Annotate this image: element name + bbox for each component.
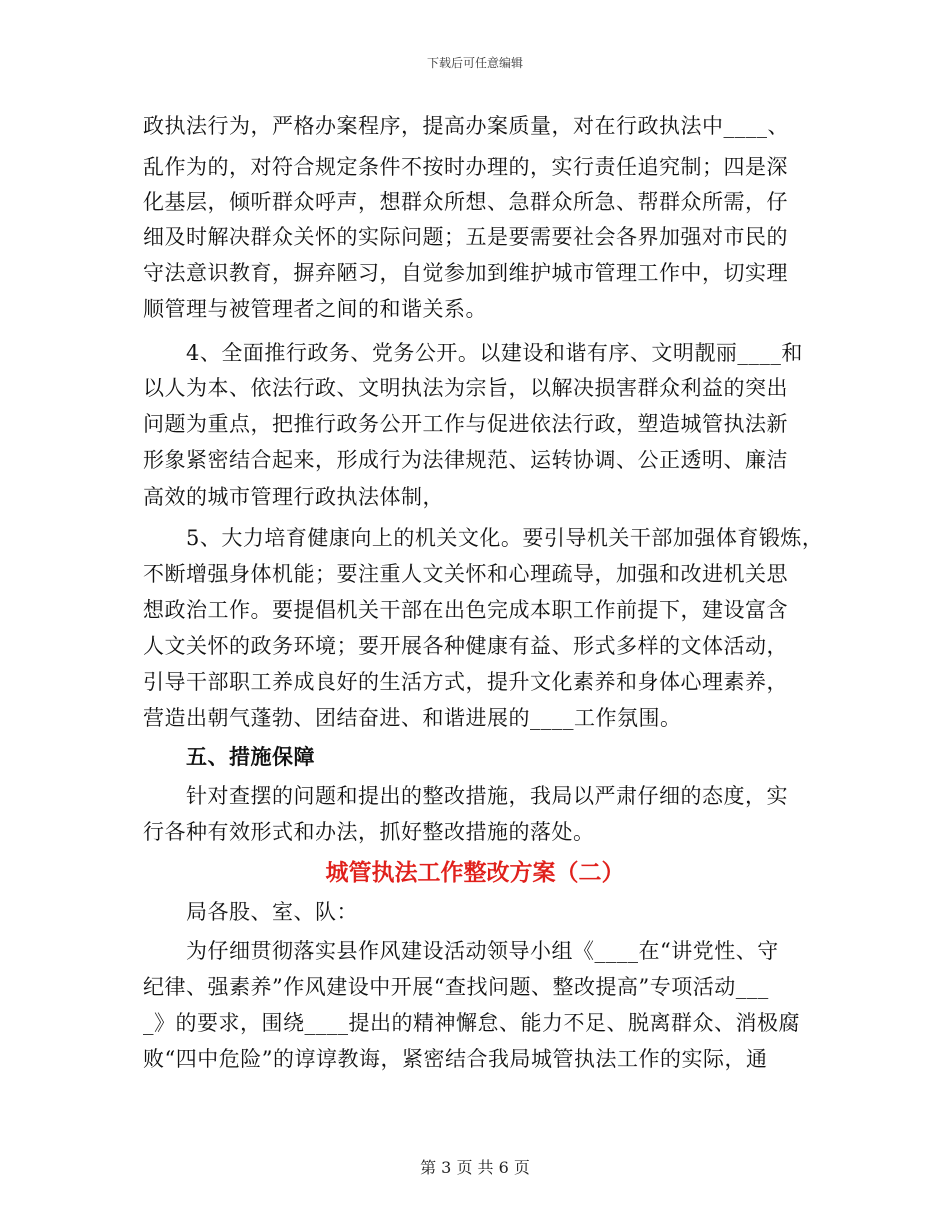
paragraph-line: 引导干部职工养成良好的生活方式，提升文化素养和身体心理素养， bbox=[143, 670, 788, 694]
paragraph-line: 针对查摆的问题和提出的整改措施，我局以严肃仔细的态度，实 bbox=[186, 784, 788, 808]
section-heading: 五、措施保障 bbox=[186, 745, 315, 769]
paragraph-line: 行各种有效形式和办法，抓好整改措施的落处。 bbox=[143, 820, 595, 844]
paragraph-line: 化基层，倾听群众呼声，想群众所想、急群众所急、帮群众所需，仔 bbox=[143, 190, 788, 214]
paragraph-line: 高效的城市管理行政执法体制， bbox=[143, 485, 444, 509]
paragraph-line: 败“四中危险”的谆谆教诲，紧密结合我局城管执法工作的实际，通 bbox=[143, 1047, 768, 1071]
paragraph-line: 守法意识教育，摒弃陋习，自觉参加到维护城市管理工作中，切实理 bbox=[143, 261, 788, 285]
paragraph-line: 局各股、室、队： bbox=[186, 900, 358, 924]
page-header-note: 下载后可任意编辑 bbox=[426, 56, 523, 70]
paragraph-line: 形象紧密结合起来，形成行为法律规范、运转协调、公正透明、廉洁 bbox=[143, 448, 788, 472]
paragraph-line: 人文关怀的政务环境；要开展各种健康有益、形式多样的文体活动， bbox=[143, 634, 788, 658]
paragraph-line: 营造出朝气蓬勃、团结奋进、和谐进展的____工作氛围。 bbox=[143, 706, 682, 730]
paragraph-line: _》的要求，围绕____提出的精神懈怠、能力不足、脱离群众、消极腐 bbox=[143, 1011, 800, 1035]
document-section-title: 城管执法工作整改方案（二） bbox=[325, 860, 625, 886]
paragraph-line: 想政治工作。要提倡机关干部在出色完成本职工作前提下，建设富含 bbox=[143, 598, 788, 622]
paragraph-line: 为仔细贯彻落实县作风建设活动领导小组《____在“讲党性、守 bbox=[186, 939, 779, 963]
paragraph-line: 问题为重点，把推行政务公开工作与促进依法行政，塑造城管执法新 bbox=[143, 412, 788, 436]
paragraph-line: 政执法行为，严格办案程序，提高办案质量，对在行政执法中____、 bbox=[143, 114, 789, 138]
paragraph-line: 细及时解决群众关怀的实际问题；五是要需要社会各界加强对市民的 bbox=[143, 225, 788, 249]
paragraph-line: 4、全面推行政务、党务公开。以建设和谐有序、文明靓丽____和 bbox=[186, 341, 803, 365]
paragraph-line: 纪律、强素养”作风建设中开展“查找问题、整改提高”专项活动___ bbox=[143, 975, 769, 999]
page-number: 第 3 页 共 6 页 bbox=[420, 1158, 530, 1177]
paragraph-line: 不断增强身体机能；要注重人文关怀和心理疏导，加强和改进机关思 bbox=[143, 562, 788, 586]
paragraph-line: 乱作为的，对符合规定条件不按时办理的，实行责任追究制；四是深 bbox=[143, 155, 788, 179]
paragraph-line: 以人为本、依法行政、文明执法为宗旨，以解决损害群众利益的突出 bbox=[143, 376, 788, 400]
paragraph-line: 顺管理与被管理者之间的和谐关系。 bbox=[143, 297, 487, 321]
paragraph-line: 5、大力培育健康向上的机关文化。要引导机关干部加强体育锻炼， bbox=[186, 526, 824, 550]
